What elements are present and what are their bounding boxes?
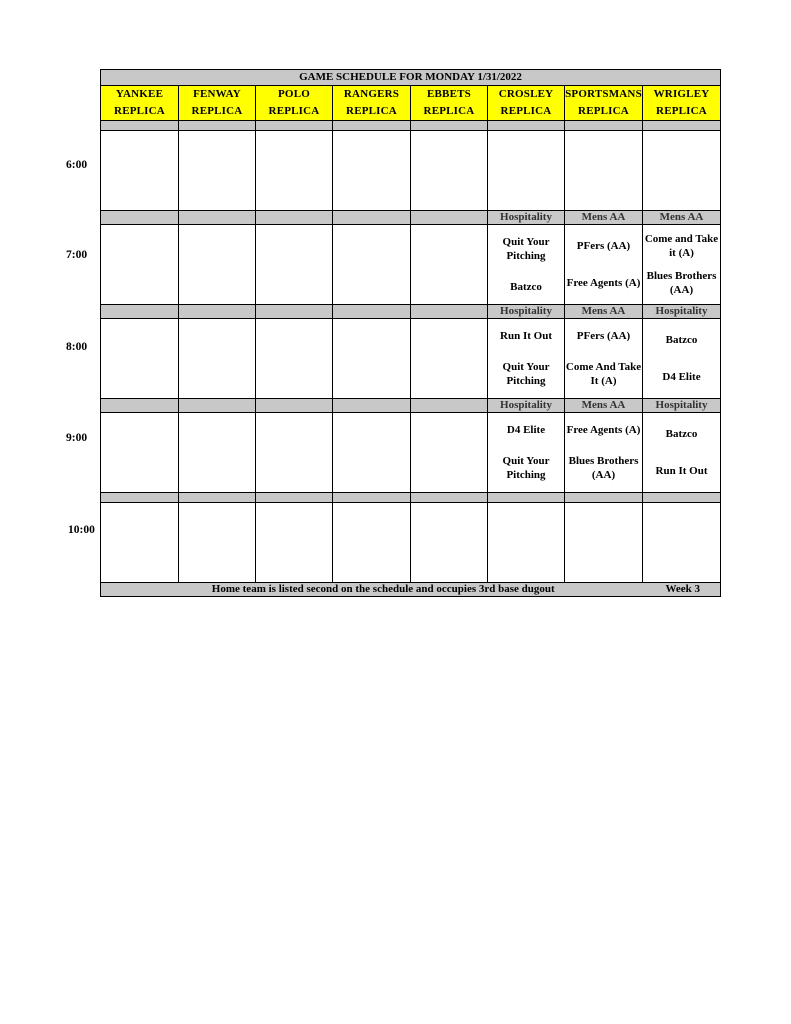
division-cell bbox=[256, 305, 333, 319]
team-away: Run It Out bbox=[500, 330, 552, 343]
field-name-crosley: CROSLEY bbox=[488, 86, 565, 104]
game-cell-wrigley bbox=[643, 225, 721, 305]
field-sub-wrigley: REPLICA bbox=[643, 103, 721, 121]
time-label-7: 7:00 bbox=[66, 249, 88, 261]
division-cell bbox=[411, 305, 488, 319]
division-cell bbox=[179, 211, 256, 225]
team-away: Free Agents (A) bbox=[566, 424, 641, 437]
game-cell bbox=[101, 225, 179, 305]
division-cell-sportsmans: Mens AA bbox=[565, 305, 643, 319]
field-sub-yankee: REPLICA bbox=[101, 103, 179, 121]
field-name-wrigley: WRIGLEY bbox=[643, 86, 721, 104]
team-home: Quit Your Pitching bbox=[502, 360, 550, 387]
game-cell bbox=[643, 503, 721, 583]
game-cell bbox=[411, 503, 488, 583]
division-cell bbox=[411, 211, 488, 225]
field-sub-crosley: REPLICA bbox=[488, 103, 565, 121]
division-cell bbox=[256, 211, 333, 225]
team-home: Run It Out bbox=[655, 465, 708, 478]
game-cell bbox=[101, 131, 179, 211]
division-cell bbox=[101, 121, 179, 131]
game-cell bbox=[333, 319, 411, 399]
game-cell-crosley bbox=[488, 225, 565, 305]
team-home: Batzco bbox=[510, 280, 542, 293]
game-cell bbox=[488, 131, 565, 211]
team-home: Free Agents (A) bbox=[566, 277, 641, 290]
game-cell-sportsmans bbox=[565, 225, 643, 305]
division-cell bbox=[179, 399, 256, 413]
game-cell bbox=[565, 503, 643, 583]
game-cell bbox=[256, 503, 333, 583]
division-cell-crosley: Hospitality bbox=[488, 399, 565, 413]
field-name-row bbox=[101, 86, 721, 104]
game-cell bbox=[101, 319, 179, 399]
division-cell bbox=[256, 493, 333, 503]
game-cell bbox=[411, 319, 488, 399]
team-away: Come and Take it (A) bbox=[644, 232, 719, 259]
game-cell bbox=[333, 131, 411, 211]
schedule-title: GAME SCHEDULE FOR MONDAY 1/31/2022 bbox=[101, 70, 721, 86]
field-sub-sportsmans: REPLICA bbox=[565, 103, 643, 121]
division-cell bbox=[411, 121, 488, 131]
field-name-yankee: YANKEE bbox=[101, 86, 179, 104]
game-cell bbox=[179, 225, 256, 305]
game-cell bbox=[411, 413, 488, 493]
game-cell bbox=[179, 503, 256, 583]
field-name-rangers: RANGERS bbox=[333, 86, 411, 104]
game-cell bbox=[256, 319, 333, 399]
game-cell-sportsmans bbox=[565, 319, 643, 399]
division-cell bbox=[101, 399, 179, 413]
division-cell bbox=[643, 493, 721, 503]
team-away: Batzco bbox=[665, 427, 698, 440]
game-cell bbox=[411, 225, 488, 305]
division-cell bbox=[101, 211, 179, 225]
division-cell-wrigley: Hospitality bbox=[643, 399, 721, 413]
division-cell bbox=[333, 493, 411, 503]
slot-row-7 bbox=[101, 225, 721, 305]
time-label-10: 10:00 bbox=[68, 524, 95, 536]
game-cell bbox=[411, 131, 488, 211]
division-row-9 bbox=[101, 399, 721, 413]
division-cell-wrigley: Mens AA bbox=[643, 211, 721, 225]
division-cell bbox=[488, 121, 565, 131]
game-cell bbox=[565, 131, 643, 211]
game-cell bbox=[101, 413, 179, 493]
field-sub-row bbox=[101, 103, 721, 121]
game-cell bbox=[333, 503, 411, 583]
team-away: PFers (AA) bbox=[576, 330, 631, 343]
team-away: Quit Your Pitching bbox=[502, 236, 550, 263]
division-cell bbox=[333, 305, 411, 319]
division-cell bbox=[256, 121, 333, 131]
field-sub-fenway: REPLICA bbox=[179, 103, 256, 121]
division-cell-sportsmans: Mens AA bbox=[565, 399, 643, 413]
game-cell bbox=[333, 413, 411, 493]
game-cell bbox=[256, 225, 333, 305]
game-cell-wrigley bbox=[643, 413, 721, 493]
field-name-ebbets: EBBETS bbox=[411, 86, 488, 104]
division-cell bbox=[411, 399, 488, 413]
team-away: PFers (AA) bbox=[576, 239, 631, 252]
game-cell-crosley bbox=[488, 413, 565, 493]
division-cell bbox=[179, 305, 256, 319]
division-row-10 bbox=[101, 493, 721, 503]
division-cell-wrigley: Hospitality bbox=[643, 305, 721, 319]
footer-note: Home team is listed second on the schedule and occupies 3rd base dugout bbox=[211, 583, 555, 595]
game-cell-crosley bbox=[488, 319, 565, 399]
game-cell bbox=[333, 225, 411, 305]
slot-row-9 bbox=[101, 413, 721, 493]
slot-row-8 bbox=[101, 319, 721, 399]
game-cell bbox=[179, 413, 256, 493]
division-cell bbox=[565, 493, 643, 503]
game-cell bbox=[256, 131, 333, 211]
division-cell bbox=[179, 121, 256, 131]
team-home: Blues Brothers (AA) bbox=[646, 270, 717, 297]
team-away: D4 Elite bbox=[506, 424, 546, 437]
time-label-8: 8:00 bbox=[66, 341, 88, 353]
game-cell-wrigley bbox=[643, 319, 721, 399]
division-cell bbox=[411, 493, 488, 503]
field-name-fenway: FENWAY bbox=[179, 86, 256, 104]
division-cell bbox=[565, 121, 643, 131]
game-cell bbox=[256, 413, 333, 493]
game-cell bbox=[101, 503, 179, 583]
footer-bar bbox=[101, 583, 721, 597]
field-name-sportsmans: SPORTSMANS bbox=[565, 86, 643, 104]
division-cell-sportsmans: Mens AA bbox=[565, 211, 643, 225]
division-cell bbox=[488, 493, 565, 503]
schedule-table bbox=[100, 69, 721, 597]
division-row-6 bbox=[101, 121, 721, 131]
game-cell-sportsmans bbox=[565, 413, 643, 493]
field-sub-rangers: REPLICA bbox=[333, 103, 411, 121]
team-home: Come And Take It (A) bbox=[565, 360, 642, 387]
division-cell-crosley: Hospitality bbox=[488, 211, 565, 225]
division-cell-crosley: Hospitality bbox=[488, 305, 565, 319]
division-cell bbox=[101, 305, 179, 319]
team-home: Quit Your Pitching bbox=[502, 454, 550, 481]
division-cell bbox=[333, 399, 411, 413]
slot-row-10 bbox=[101, 503, 721, 583]
field-sub-ebbets: REPLICA bbox=[411, 103, 488, 121]
division-cell bbox=[333, 211, 411, 225]
time-label-9: 9:00 bbox=[66, 432, 88, 444]
field-name-polo: POLO bbox=[256, 86, 333, 104]
game-cell bbox=[179, 319, 256, 399]
division-cell bbox=[643, 121, 721, 131]
team-away: Batzco bbox=[665, 333, 698, 346]
game-cell bbox=[179, 131, 256, 211]
schedule-sheet bbox=[100, 69, 720, 597]
division-cell bbox=[333, 121, 411, 131]
field-sub-polo: REPLICA bbox=[256, 103, 333, 121]
division-row-7 bbox=[101, 211, 721, 225]
week-label: Week 3 bbox=[665, 583, 700, 595]
team-home: Blues Brothers (AA) bbox=[568, 454, 639, 481]
game-cell bbox=[643, 131, 721, 211]
game-cell bbox=[488, 503, 565, 583]
slot-row-6 bbox=[101, 131, 721, 211]
division-cell bbox=[179, 493, 256, 503]
division-row-8 bbox=[101, 305, 721, 319]
time-label-6: 6:00 bbox=[66, 159, 88, 171]
team-home: D4 Elite bbox=[662, 371, 701, 384]
division-cell bbox=[101, 493, 179, 503]
division-cell bbox=[256, 399, 333, 413]
